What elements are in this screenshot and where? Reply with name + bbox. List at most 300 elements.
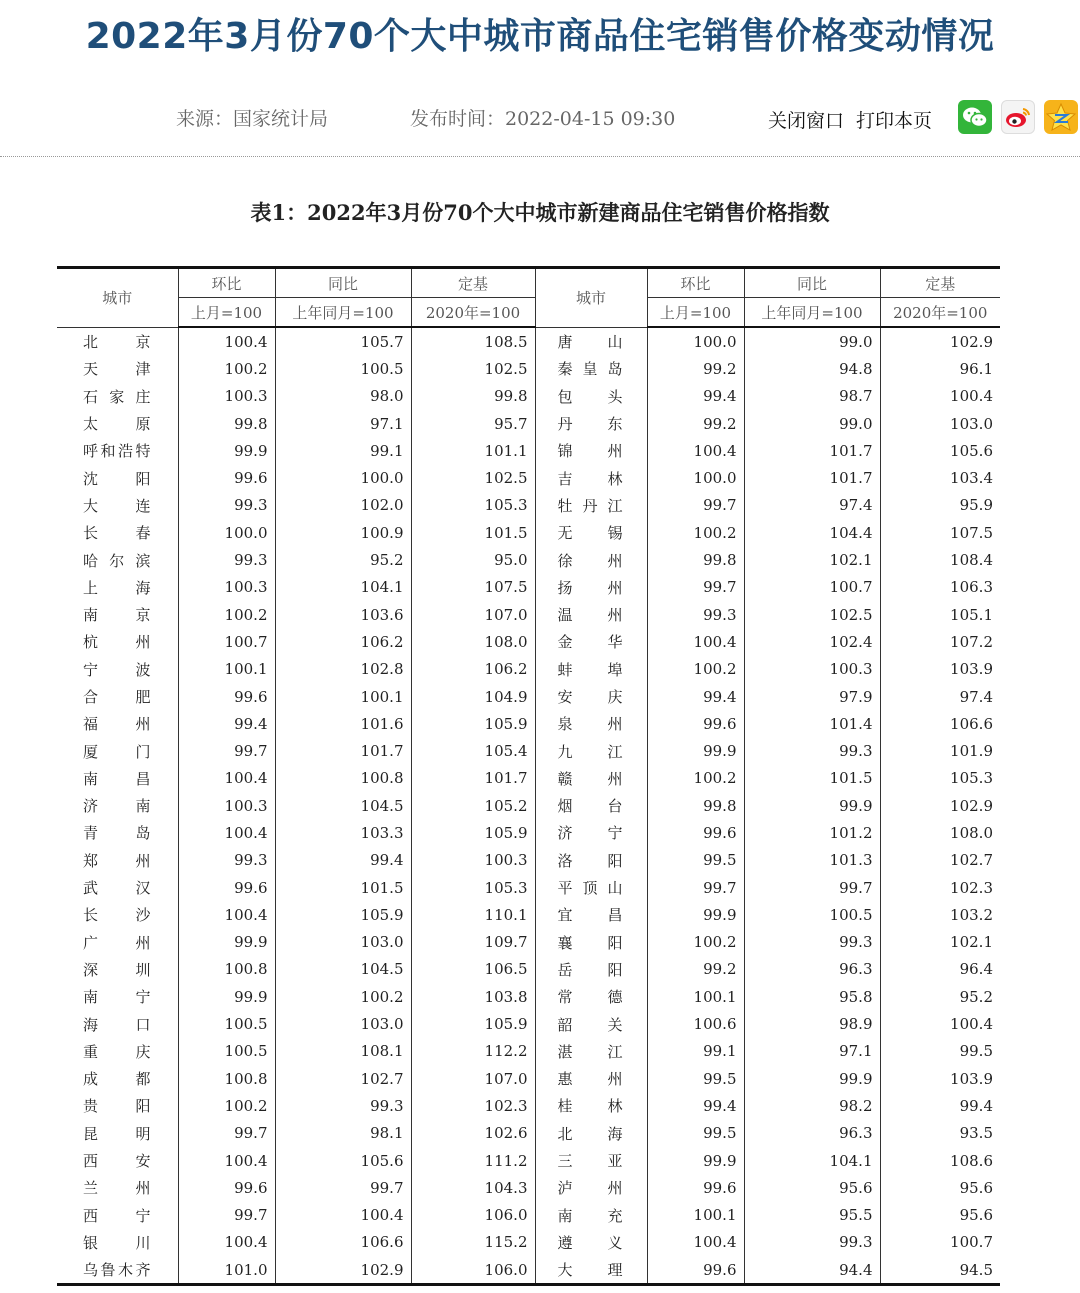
city-char: 秦 (557, 360, 573, 379)
city-char: 州 (607, 1070, 623, 1089)
fixed-value: 102.6 (411, 1120, 535, 1147)
city-name-cell (57, 983, 178, 1010)
fixed-value: 103.4 (880, 464, 1000, 491)
city-name-cell (57, 383, 178, 410)
city-char: 浩 (117, 442, 133, 461)
city-char: 深 (83, 960, 99, 979)
fixed-value: 106.5 (411, 956, 535, 983)
city-name (558, 468, 623, 489)
mom-value: 100.0 (647, 327, 744, 355)
city-name-cell (57, 628, 178, 655)
city-name (558, 795, 623, 816)
city-char: 广 (83, 933, 99, 952)
city-name (83, 932, 151, 953)
city-name-cell (57, 492, 178, 519)
fixed-value: 102.3 (411, 1092, 535, 1119)
city-char: 京 (135, 332, 151, 351)
yoy-value: 95.6 (744, 1174, 880, 1201)
table-row (57, 656, 1000, 683)
city-name (558, 877, 623, 898)
fixed-value: 112.2 (411, 1038, 535, 1065)
table-row (57, 1010, 1000, 1037)
city-name-cell (57, 1256, 178, 1285)
yoy-value: 100.7 (744, 574, 880, 601)
city-name-cell-2 (535, 737, 647, 764)
source-label: 来源：国家统计局 (176, 108, 329, 130)
city-char: 台 (607, 797, 623, 816)
city-char: 大 (557, 1261, 573, 1280)
table-row (57, 1092, 1000, 1119)
fixed-value: 102.5 (411, 355, 535, 382)
city-name (83, 822, 151, 843)
city-char: 泸 (557, 1179, 573, 1198)
yoy-value: 100.2 (275, 983, 411, 1010)
fixed-value: 101.7 (411, 765, 535, 792)
city-char: 圳 (135, 960, 151, 979)
wechat-icon[interactable] (958, 100, 992, 134)
city-name (558, 495, 623, 516)
city-char: 安 (557, 688, 573, 706)
yoy-value: 94.8 (744, 355, 880, 382)
table-row (57, 1065, 1000, 1092)
table-row (57, 383, 1000, 410)
city-char: 义 (607, 1233, 623, 1252)
mom-value: 99.6 (178, 683, 275, 710)
city-name-cell (57, 437, 178, 464)
city-name (83, 440, 151, 461)
close-window-link[interactable]: 关闭窗口 (768, 110, 845, 132)
city-name (83, 877, 151, 898)
mom-value: 100.0 (178, 519, 275, 546)
city-char: 锦 (557, 442, 573, 461)
city-name (83, 686, 151, 707)
fixed-value: 106.3 (880, 574, 1000, 601)
city-char: 原 (135, 415, 151, 434)
city-char: 包 (557, 387, 573, 406)
city-name-cell (57, 1038, 178, 1065)
city-name-cell (57, 901, 178, 928)
city-char: 充 (607, 1206, 623, 1225)
yoy-value: 106.2 (275, 628, 411, 655)
mom-value: 100.6 (647, 1010, 744, 1037)
city-char: 山 (607, 332, 623, 351)
city-char: 西 (83, 1206, 99, 1225)
yoy-value: 105.6 (275, 1147, 411, 1174)
mom-value: 99.7 (647, 492, 744, 519)
city-name-cell-2 (535, 1065, 647, 1092)
city-char: 长 (83, 906, 99, 925)
mom-value: 100.2 (178, 1092, 275, 1119)
yoy-value: 101.7 (744, 464, 880, 491)
table-row (57, 929, 1000, 956)
yoy-value: 104.5 (275, 792, 411, 819)
city-name-cell (57, 847, 178, 874)
city-char: 金 (557, 633, 573, 652)
city-name-cell (57, 464, 178, 491)
city-char: 南 (135, 797, 151, 816)
yoy-value: 95.8 (744, 983, 880, 1010)
yoy-value: 104.1 (744, 1147, 880, 1174)
city-char: 岛 (607, 360, 623, 379)
mom-value: 99.6 (647, 1174, 744, 1201)
yoy-value: 99.4 (275, 847, 411, 874)
header-city: 城市 (57, 268, 178, 328)
table-row (57, 683, 1000, 710)
city-name-cell (57, 792, 178, 819)
table-row (57, 546, 1000, 573)
mom-value: 99.7 (647, 874, 744, 901)
mom-value: 99.7 (178, 1202, 275, 1229)
yoy-value: 99.3 (744, 737, 880, 764)
city-name-cell-2 (535, 1256, 647, 1285)
fixed-value: 105.9 (411, 710, 535, 737)
header-yoy-base-2: 上年同月=100 (744, 298, 880, 328)
table-row (57, 519, 1000, 546)
yoy-value: 99.3 (744, 929, 880, 956)
fixed-value: 104.9 (411, 683, 535, 710)
fixed-value: 106.0 (411, 1256, 535, 1285)
city-char: 吉 (557, 469, 573, 488)
yoy-value: 96.3 (744, 956, 880, 983)
fixed-value: 107.0 (411, 601, 535, 628)
fixed-value: 96.1 (880, 355, 1000, 382)
city-char: 海 (135, 578, 151, 597)
city-name-cell-2 (535, 1174, 647, 1201)
fixed-value: 108.0 (880, 819, 1000, 846)
city-char: 锡 (607, 524, 623, 543)
page-title: 2022年3月份70个大中城市商品住宅销售价格变动情况 (85, 16, 995, 57)
fixed-value: 107.5 (411, 574, 535, 601)
city-char: 洛 (557, 851, 573, 870)
mom-value: 100.8 (178, 956, 275, 983)
fixed-value: 103.0 (880, 410, 1000, 437)
city-name-cell-2 (535, 1092, 647, 1119)
mom-value: 99.5 (647, 1120, 744, 1147)
city-name-cell (57, 956, 178, 983)
city-name-cell (57, 1092, 178, 1119)
city-name (83, 1095, 151, 1116)
mom-value: 100.3 (178, 383, 275, 410)
yoy-value: 105.9 (275, 901, 411, 928)
qzone-icon[interactable] (1044, 100, 1078, 134)
mom-value: 99.3 (178, 546, 275, 573)
mom-value: 99.4 (647, 683, 744, 710)
city-char: 岛 (135, 824, 151, 843)
city-char: 山 (607, 879, 623, 898)
city-name (558, 822, 623, 843)
yoy-value: 97.9 (744, 683, 880, 710)
city-char: 州 (607, 551, 623, 570)
city-name-cell (57, 546, 178, 573)
city-char: 南 (83, 988, 99, 1007)
yoy-value: 95.5 (744, 1202, 880, 1229)
city-char: 南 (83, 606, 99, 625)
city-char: 家 (109, 387, 125, 406)
city-char: 关 (607, 1015, 623, 1034)
fixed-value: 108.4 (880, 546, 1000, 573)
mom-value: 100.0 (647, 464, 744, 491)
city-name-cell-2 (535, 1229, 647, 1256)
table-row (57, 710, 1000, 737)
fixed-value: 105.9 (411, 819, 535, 846)
fixed-value: 103.9 (880, 656, 1000, 683)
print-page-link[interactable]: 打印本页 (856, 110, 933, 132)
table-row (57, 874, 1000, 901)
fixed-value: 108.6 (880, 1147, 1000, 1174)
mom-value: 99.9 (178, 929, 275, 956)
city-char: 贵 (83, 1097, 99, 1116)
fixed-value: 99.5 (880, 1038, 1000, 1065)
fixed-value: 105.1 (880, 601, 1000, 628)
city-name-cell-2 (535, 546, 647, 573)
mom-value: 99.6 (178, 464, 275, 491)
table-row (57, 1202, 1000, 1229)
city-char: 桂 (557, 1097, 573, 1116)
city-char: 木 (117, 1261, 133, 1280)
city-char: 北 (557, 1124, 573, 1143)
table-row (57, 410, 1000, 437)
yoy-value: 98.2 (744, 1092, 880, 1119)
city-name (558, 604, 623, 625)
mom-value: 99.6 (647, 1256, 744, 1285)
city-name-cell (57, 601, 178, 628)
city-char: 济 (83, 797, 99, 816)
table-body (57, 327, 1000, 1285)
mom-value: 99.3 (178, 847, 275, 874)
city-char: 温 (557, 606, 573, 625)
yoy-value: 102.4 (744, 628, 880, 655)
city-name (83, 1177, 151, 1198)
mom-value: 100.5 (178, 1038, 275, 1065)
city-char: 宁 (135, 988, 151, 1007)
fixed-value: 111.2 (411, 1147, 535, 1174)
yoy-value: 100.8 (275, 765, 411, 792)
mom-value: 101.0 (178, 1256, 275, 1285)
city-name (83, 741, 151, 762)
mom-value: 100.2 (647, 656, 744, 683)
city-name (558, 440, 623, 461)
city-char: 乌 (83, 1261, 99, 1280)
yoy-value: 103.3 (275, 819, 411, 846)
fixed-value: 101.5 (411, 519, 535, 546)
yoy-value: 101.2 (744, 819, 880, 846)
weibo-icon[interactable] (1001, 100, 1035, 134)
city-name (558, 932, 623, 953)
city-name (558, 686, 623, 707)
fixed-value: 102.1 (880, 929, 1000, 956)
city-char: 林 (607, 1097, 623, 1116)
city-name (83, 1123, 151, 1144)
city-name-cell (57, 874, 178, 901)
mom-value: 99.4 (178, 710, 275, 737)
city-name (558, 986, 623, 1007)
city-name (83, 1205, 151, 1226)
city-name-cell (57, 656, 178, 683)
city-char: 头 (607, 387, 623, 406)
city-name-cell (57, 1229, 178, 1256)
city-char: 明 (135, 1124, 151, 1143)
city-char: 阳 (607, 851, 623, 870)
yoy-value: 103.6 (275, 601, 411, 628)
header-fixed: 定基 (411, 268, 535, 298)
yoy-value: 100.0 (275, 464, 411, 491)
mom-value: 100.4 (178, 765, 275, 792)
city-char: 平 (557, 879, 573, 898)
city-name-cell (57, 410, 178, 437)
table-row (57, 901, 1000, 928)
yoy-value: 98.0 (275, 383, 411, 410)
fixed-value: 102.9 (880, 792, 1000, 819)
city-char: 北 (83, 332, 99, 351)
city-name (83, 468, 151, 489)
city-char: 州 (607, 1179, 623, 1198)
city-char: 宁 (83, 660, 99, 679)
city-name-cell (57, 710, 178, 737)
table-row (57, 847, 1000, 874)
mom-value: 99.3 (647, 601, 744, 628)
city-char: 门 (135, 742, 151, 761)
fixed-value: 97.4 (880, 683, 1000, 710)
table-row (57, 601, 1000, 628)
city-char: 兰 (83, 1179, 99, 1198)
fixed-value: 104.3 (411, 1174, 535, 1201)
yoy-value: 104.5 (275, 956, 411, 983)
yoy-value: 97.1 (275, 410, 411, 437)
yoy-value: 99.3 (744, 1229, 880, 1256)
city-name (558, 358, 623, 379)
fixed-value: 105.9 (411, 1010, 535, 1037)
city-char: 宁 (135, 1206, 151, 1225)
mom-value: 99.2 (647, 956, 744, 983)
city-name (83, 358, 151, 379)
yoy-value: 101.7 (275, 737, 411, 764)
city-name-cell (57, 519, 178, 546)
city-char: 津 (135, 360, 151, 379)
city-char: 波 (135, 660, 151, 679)
city-name (558, 850, 623, 871)
city-name (558, 1205, 623, 1226)
city-char: 埠 (607, 660, 623, 679)
yoy-value: 102.1 (744, 546, 880, 573)
city-char: 徐 (557, 551, 573, 570)
city-name (558, 1095, 623, 1116)
mom-value: 99.2 (647, 410, 744, 437)
city-char: 三 (557, 1152, 573, 1171)
mom-value: 99.6 (647, 819, 744, 846)
fixed-value: 110.1 (411, 901, 535, 928)
fixed-value: 108.0 (411, 628, 535, 655)
table-row (57, 1256, 1000, 1285)
city-name-cell (57, 1010, 178, 1037)
header-city-2: 城市 (535, 268, 647, 328)
fixed-value: 96.4 (880, 956, 1000, 983)
city-char: 尔 (109, 551, 125, 570)
mom-value: 99.9 (647, 1147, 744, 1174)
city-name (83, 522, 151, 543)
mom-value: 99.8 (647, 792, 744, 819)
mom-value: 100.1 (647, 1202, 744, 1229)
city-char: 特 (135, 442, 151, 461)
city-char: 泉 (557, 715, 573, 734)
mom-value: 99.6 (647, 710, 744, 737)
city-name (83, 713, 151, 734)
yoy-value: 99.1 (275, 437, 411, 464)
city-name-cell-2 (535, 819, 647, 846)
city-name (558, 1068, 623, 1089)
city-char: 亚 (607, 1152, 623, 1171)
yoy-value: 102.0 (275, 492, 411, 519)
mom-value: 100.1 (647, 983, 744, 1010)
mom-value: 99.6 (178, 874, 275, 901)
city-char: 阳 (607, 933, 623, 952)
city-name (83, 413, 151, 434)
mom-value: 100.5 (178, 1010, 275, 1037)
fixed-value: 95.7 (411, 410, 535, 437)
city-char: 皇 (582, 360, 598, 379)
city-char: 无 (557, 524, 573, 543)
city-name (83, 795, 151, 816)
yoy-value: 102.9 (275, 1256, 411, 1285)
fixed-value: 105.2 (411, 792, 535, 819)
fixed-value: 95.6 (880, 1174, 1000, 1201)
city-name (83, 768, 151, 789)
mom-value: 99.9 (178, 437, 275, 464)
header-mom-base: 上月=100 (178, 298, 275, 328)
table-row (57, 792, 1000, 819)
city-char: 京 (135, 606, 151, 625)
mom-value: 100.1 (178, 656, 275, 683)
city-name (83, 1014, 151, 1035)
city-name (558, 1259, 623, 1280)
city-name (83, 331, 151, 352)
city-char: 汉 (135, 879, 151, 898)
yoy-value: 108.1 (275, 1038, 411, 1065)
city-char: 齐 (135, 1261, 151, 1280)
mom-value: 100.4 (178, 1229, 275, 1256)
city-name (83, 904, 151, 925)
city-name-cell (57, 1202, 178, 1229)
city-char: 庆 (135, 1042, 151, 1061)
mom-value: 100.2 (178, 355, 275, 382)
header-yoy: 同比 (275, 268, 411, 298)
yoy-value: 98.7 (744, 383, 880, 410)
yoy-value: 100.4 (275, 1202, 411, 1229)
city-name-cell (57, 355, 178, 382)
fixed-value: 115.2 (411, 1229, 535, 1256)
city-char: 福 (83, 715, 99, 734)
fixed-value: 95.2 (880, 983, 1000, 1010)
yoy-value: 94.4 (744, 1256, 880, 1285)
city-name (558, 1177, 623, 1198)
mom-value: 99.3 (178, 492, 275, 519)
yoy-value: 104.4 (744, 519, 880, 546)
city-char: 襄 (557, 933, 573, 952)
table-row (57, 574, 1000, 601)
table-row (57, 437, 1000, 464)
city-name (83, 1068, 151, 1089)
city-name (83, 659, 151, 680)
city-name (83, 495, 151, 516)
fixed-value: 101.9 (880, 737, 1000, 764)
city-name-cell-2 (535, 1202, 647, 1229)
yoy-value: 97.4 (744, 492, 880, 519)
city-name (558, 1232, 623, 1253)
header-mom-2: 环比 (647, 268, 744, 298)
yoy-value: 102.8 (275, 656, 411, 683)
city-char: 上 (83, 578, 99, 597)
city-char: 州 (607, 578, 623, 597)
fixed-value: 106.6 (880, 710, 1000, 737)
